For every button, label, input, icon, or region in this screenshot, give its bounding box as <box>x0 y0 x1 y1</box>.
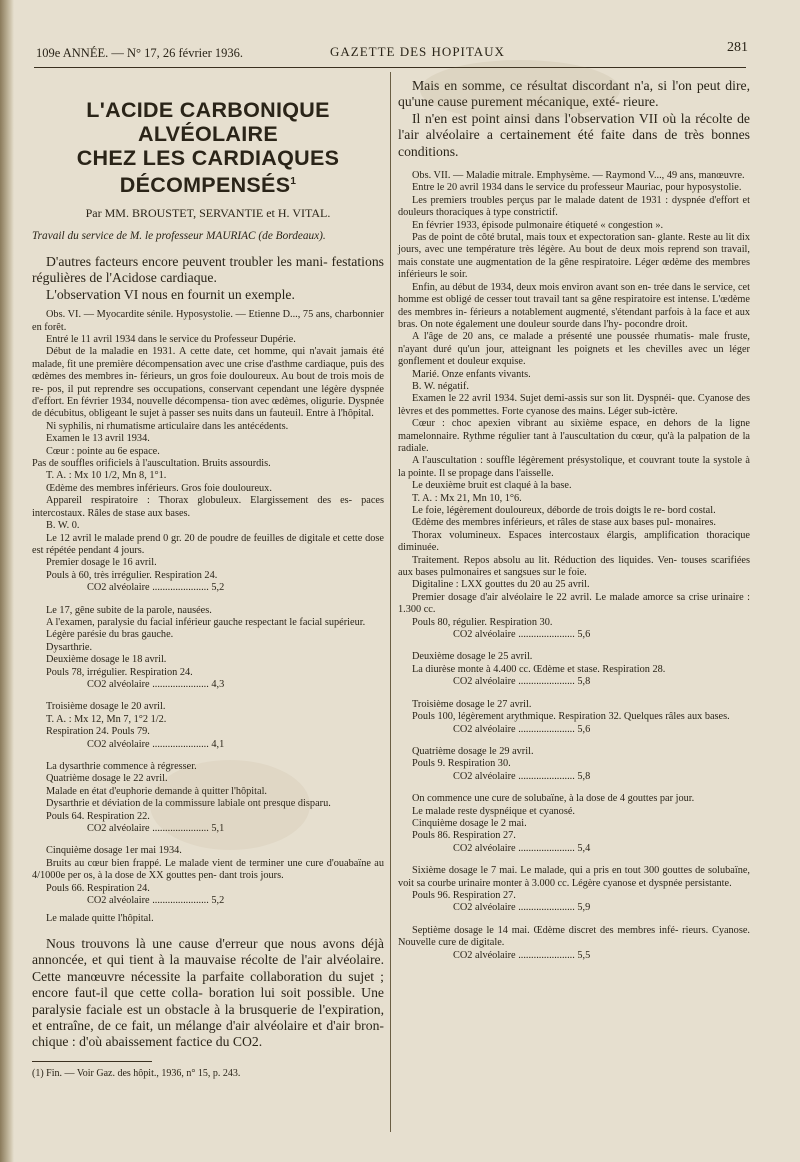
service-line: Travail du service de M. le professeur MAURIAC (de Bordeaux). <box>32 229 326 242</box>
paragraph: Pouls 96. Respiration 27. <box>412 889 516 901</box>
co2-measurement: CO2 alvéolaire ...................... 5,4 <box>453 842 591 854</box>
co2-measurement: CO2 alvéolaire ...................... 5,6 <box>453 629 591 641</box>
title-footnote-marker: 1 <box>290 176 297 187</box>
paragraph: La dysarthrie commence à régresser. <box>46 761 197 772</box>
paragraph: B. W. négatif. <box>412 380 469 392</box>
footnote: (1) Fin. — Voir Gaz. des hôpit., 1936, n° 15, p. 243. <box>32 1067 241 1079</box>
spacer <box>32 926 384 936</box>
paragraph: Troisième dosage le 20 avril. <box>46 701 166 713</box>
paragraph: Le malade quitte l'hôpital. <box>46 913 154 925</box>
paragraph: En février 1933, épisode pulmonaire étiqueté « congestion ». <box>412 219 664 231</box>
paragraph: Respiration 24. Pouls 79. <box>46 726 150 738</box>
paragraph: Cinquième dosage 1er mai 1934. <box>46 845 182 857</box>
paragraph: L'observation VI nous en fournit un exemple. <box>46 286 295 302</box>
spacer <box>32 835 384 845</box>
paragraph: Le 12 avril le malade prend 0 gr. 20 de poudre de feuilles de digitale et cette dose est répétée pendant 4 jours. <box>32 532 384 556</box>
paragraph: Pouls 78, irrégulier. Respiration 24. <box>46 666 193 678</box>
spacer <box>398 641 750 651</box>
paragraph: Dysarthrie et déviation de la commissure labiale ont presque disparu. <box>46 798 331 810</box>
co2-measurement: CO2 alvéolaire ...................... 5,1 <box>87 823 225 835</box>
co2-measurement: CO2 alvéolaire ...................... 4,1 <box>87 738 225 750</box>
paragraph: Examen le 22 avril 1934. Sujet demi-assis sur son lit. Dyspnéi- que. Cyanose des lèvres et des pommettes. Forte cyanose des mains. Léger sub-ictère. <box>398 393 750 417</box>
paragraph: Légère parésie du bras gauche. <box>46 629 174 641</box>
paragraph: T. A. : Mx 12, Mn 7, 1°2 1/2. <box>46 713 167 725</box>
paragraph: Le 17, gêne subite de la parole, nausées. <box>46 604 212 616</box>
paragraph: Pas de point de côté brutal, mais toux et expectoration san- glante. Reste au lit dix jours, avec une température très légère. Au bout de deux mois reprend son travail, mais constate une augmentation de la gêne respiratoire. Léger œdème des membres inférieurs le soir. <box>398 232 750 281</box>
paragraph: A l'âge de 20 ans, ce malade a présenté une poussée rhumatis- male fruste, n'ayant duré qu'un jour, atteignant les poignets et les chevilles avec un léger gonflement et douleur exquise. <box>398 331 750 368</box>
paragraph: Examen le 13 avril 1934. <box>46 433 150 445</box>
paragraph: Entré le 11 avril 1934 dans le service du Professeur Dupérie. <box>46 334 296 345</box>
paragraph: T. A. : Mx 21, Mn 10, 1°6. <box>412 492 522 504</box>
authors: Par MM. BROUSTET, SERVANTIE et H. VITAL. <box>85 206 331 221</box>
footnote-rule <box>32 1061 152 1062</box>
paragraph: Œdème des membres inférieurs, et râles de stase aux bases pul- monaires. <box>412 517 716 529</box>
paragraph: A l'auscultation : souffle légèrement présystolique, et couvrant toute la systole à la pointe. Il se propage dans l'aisselle. <box>398 455 750 479</box>
co2-measurement: CO2 alvéolaire ...................... 5,8 <box>453 676 591 688</box>
paragraph: Deuxième dosage le 18 avril. <box>46 654 167 666</box>
paragraph: Le malade reste dyspnéique et cyanosé. <box>412 805 575 817</box>
paragraph: Enfin, au début de 1934, deux mois environ avant son en- trée dans le service, cet homme est obligé de cesser tout travail tant sa gêne respiratoire est intense. L'œdème des membres in- férieurs a notablement augmenté, s'étendant parfois à la face et aux bras. On note également une douleur sourde dans l'hy- pocondre droit. <box>398 281 750 330</box>
page-number: 281 <box>727 40 748 55</box>
paragraph: Le deuxième bruit est claqué à la base. <box>412 480 572 492</box>
paragraph: La diurèse monte à 4.400 cc. Œdème et stase. Respiration 28. <box>412 663 666 675</box>
paragraph: Deuxième dosage le 25 avril. <box>412 651 533 663</box>
paragraph: A l'examen, paralysie du facial inférieur gauche respectant le facial supérieur. <box>46 616 366 628</box>
paragraph: Œdème des membres inférieurs. Gros foie douloureux. <box>46 482 272 494</box>
paragraph: Pas de souffles orificiels à l'auscultation. Bruits assourdis. <box>32 458 271 470</box>
paragraph: Pouls à 60, très irrégulier. Respiration 24. <box>46 569 218 581</box>
paragraph: On commence une cure de solubaïne, à la dose de 4 gouttes par jour. <box>412 793 695 805</box>
spacer <box>398 783 750 793</box>
paragraph: Le foie, légèrement douloureux, déborde de trois doigts le re- bord costal. <box>412 505 716 516</box>
page-header <box>30 40 748 62</box>
co2-measurement: CO2 alvéolaire ...................... 5,9 <box>453 902 591 914</box>
paragraph: Sixième dosage le 7 mai. Le malade, qui a pris en tout 300 gouttes de solubaïne, voit sa courbe urinaire monter à 3.000 cc. Légère cyanose et dyspnée persistante. <box>398 865 750 889</box>
paragraph: Il n'en est point ainsi dans l'observation VII où la récolte de l'air alvéolaire a certainement été faite dans de très bonnes conditions. <box>398 110 750 159</box>
paragraph: Quatrième dosage le 29 avril. <box>412 745 534 757</box>
paragraph: T. A. : Mx 10 1/2, Mn 8, 1°1. <box>46 470 167 482</box>
title-line-2-wrap <box>32 146 384 197</box>
paragraph: Nous trouvons là une cause d'erreur que nous avons déjà annoncée, et qui tient à la mauvaise récolte de l'air alvéolaire. Cette manœuvre nécessite la parfaite collaboration du sujet ; encore faut-il que cette colla- boration lui soit possible. Une paralysie faciale est un obstacle à la brusquerie de l'expiration, et entraîne, de ce fait, un mélange d'air alvéolaire et d'air bron- chique : d'où abaissement factice du CO2. <box>32 935 384 1050</box>
paragraph: Premier dosage le 16 avril. <box>46 557 157 569</box>
journal-title: GAZETTE DES HOPITAUX <box>330 44 505 59</box>
co2-measurement: CO2 alvéolaire ...................... 4,3 <box>87 678 225 690</box>
issue-info: 109e ANNÉE. — N° 17, 26 février 1936. <box>36 46 244 60</box>
paragraph: Bruits au cœur bien frappé. Le malade vient de terminer une cure d'ouabaïne au 4/1000e per os, à la dose de XX gouttes pen- dant trois jours. <box>32 857 384 882</box>
page-spine-shadow <box>0 0 14 1162</box>
paragraph: Pouls 100, légèrement arythmique. Respiration 32. Quelques râles aux bases. <box>412 711 730 723</box>
column-rule <box>390 72 391 1132</box>
paragraph: Cinquième dosage le 2 mai. <box>412 817 527 829</box>
spacer <box>32 595 384 605</box>
paragraph: Pouls 86. Respiration 27. <box>412 830 516 842</box>
paragraph: Entre le 20 avril 1934 dans le service du professeur Mauriac, pour hyposystolie. <box>412 182 742 194</box>
co2-measurement: CO2 alvéolaire ...................... 5,6 <box>453 723 591 735</box>
spacer <box>398 736 750 746</box>
paragraph: Mais en somme, ce résultat discordant n'a, si l'on peut dire, qu'une cause purement mécanique, exté- rieure. <box>398 78 750 110</box>
paragraph: Cœur : choc apexien vibrant au sixième espace, en dehors de la ligne mamelonnaire. Rythme régulier tant à l'auscultation du cœur, qu'à la palpation de la radiale. <box>398 418 750 454</box>
spacer <box>398 915 750 925</box>
paragraph: Marié. Onze enfants vivants. <box>412 368 531 380</box>
paragraph: D'autres facteurs encore peuvent troubler les mani- festations régulières de l'Acidose cardiaque. <box>32 253 384 286</box>
paragraph: Traitement. Repos absolu au lit. Réduction des liquides. Ven- touses scarifiées aux bases pulmonaires et sangsues sur le foie. <box>398 554 750 579</box>
paragraph: Obs. VI. — Myocardite sénile. Hyposystolie. — Etienne D..., 75 ans, charbonnier en forêt. <box>32 309 384 333</box>
paragraph: Ni syphilis, ni rhumatisme articulaire dans les antécédents. <box>46 420 289 432</box>
left-column <box>32 78 384 1080</box>
paragraph: Cœur : pointe au 6e espace. <box>46 445 160 457</box>
paragraph: Quatrième dosage le 22 avril. <box>46 773 168 785</box>
header-rule <box>34 67 746 68</box>
left-body <box>32 254 384 1051</box>
paragraph: Pouls 64. Respiration 22. <box>46 810 150 822</box>
spacer <box>398 689 750 699</box>
paragraph: Pouls 66. Respiration 24. <box>46 882 150 894</box>
paragraph: Thorax volumineux. Espaces intercostaux élargis, amplification thoracique diminuée. <box>398 529 750 554</box>
paragraph: Premier dosage d'air alvéolaire le 22 avril. Le malade amorce sa crise urinaire : 1.300 cc. <box>398 591 750 616</box>
co2-measurement: CO2 alvéolaire ...................... 5,2 <box>87 582 225 594</box>
paragraph: Début de la maladie en 1931. A cette date, cet homme, qui n'avait jamais été malade, fit une première décompensation avec une crise d'asthme cardiaque, puis des œdèmes des membres in- férieurs, un gros foie douloureux. Au bout de trois mois de re- pos, il put reprendre ses occupations, conservant cependant une légère dyspnée d'effort. En février 1934, nouvelle décompensa- tion avec œdèmes, oligurie. Dyspnée de décubitus, obligeant le sujet à passer ses nuits dans un fauteuil. Entre à l'hôpital. <box>32 346 384 420</box>
paragraph: Dysarthrie. <box>46 641 93 653</box>
paragraph: B. W. 0. <box>46 520 80 532</box>
paragraph: Malade en état d'euphorie demande à quitter l'hôpital. <box>46 785 268 797</box>
paragraph: Appareil respiratoire : Thorax globuleux. Elargissement des es- paces intercostaux. Râles de stase aux bases. <box>32 495 384 519</box>
paragraph: Digitaline : LXX gouttes du 20 au 25 avril. <box>412 579 590 591</box>
paragraph: Obs. VII. — Maladie mitrale. Emphysème. — Raymond V..., 49 ans, manœuvre. <box>412 170 745 182</box>
spacer <box>398 855 750 865</box>
co2-measurement: CO2 alvéolaire ...................... 5,2 <box>87 895 225 907</box>
title-line-2: CHEZ LES CARDIAQUES DÉCOMPENSÉS <box>76 146 340 198</box>
spacer <box>32 751 384 761</box>
article-title <box>32 98 384 197</box>
co2-measurement: CO2 alvéolaire ...................... 5,8 <box>453 770 591 782</box>
paragraph: Pouls 9. Respiration 30. <box>412 758 511 770</box>
paragraph: Septième dosage le 14 mai. Œdème discret des membres infé- rieurs. Cyanose. Nouvelle cure de digitale. <box>398 924 750 949</box>
right-column <box>398 78 750 962</box>
right-body <box>398 78 750 962</box>
title-line-1: L'ACIDE CARBONIQUE ALVÉOLAIRE <box>86 98 330 146</box>
paragraph: Pouls 80, régulier. Respiration 30. <box>412 616 553 628</box>
paragraph: Troisième dosage le 27 avril. <box>412 698 532 710</box>
spacer <box>32 691 384 701</box>
spacer <box>398 160 750 170</box>
co2-measurement: CO2 alvéolaire ...................... 5,5 <box>453 949 591 961</box>
paragraph: Les premiers troubles perçus par le malade datent de 1931 : dyspnée d'effort et douleurs thoraciques à type constrictif. <box>398 194 750 219</box>
